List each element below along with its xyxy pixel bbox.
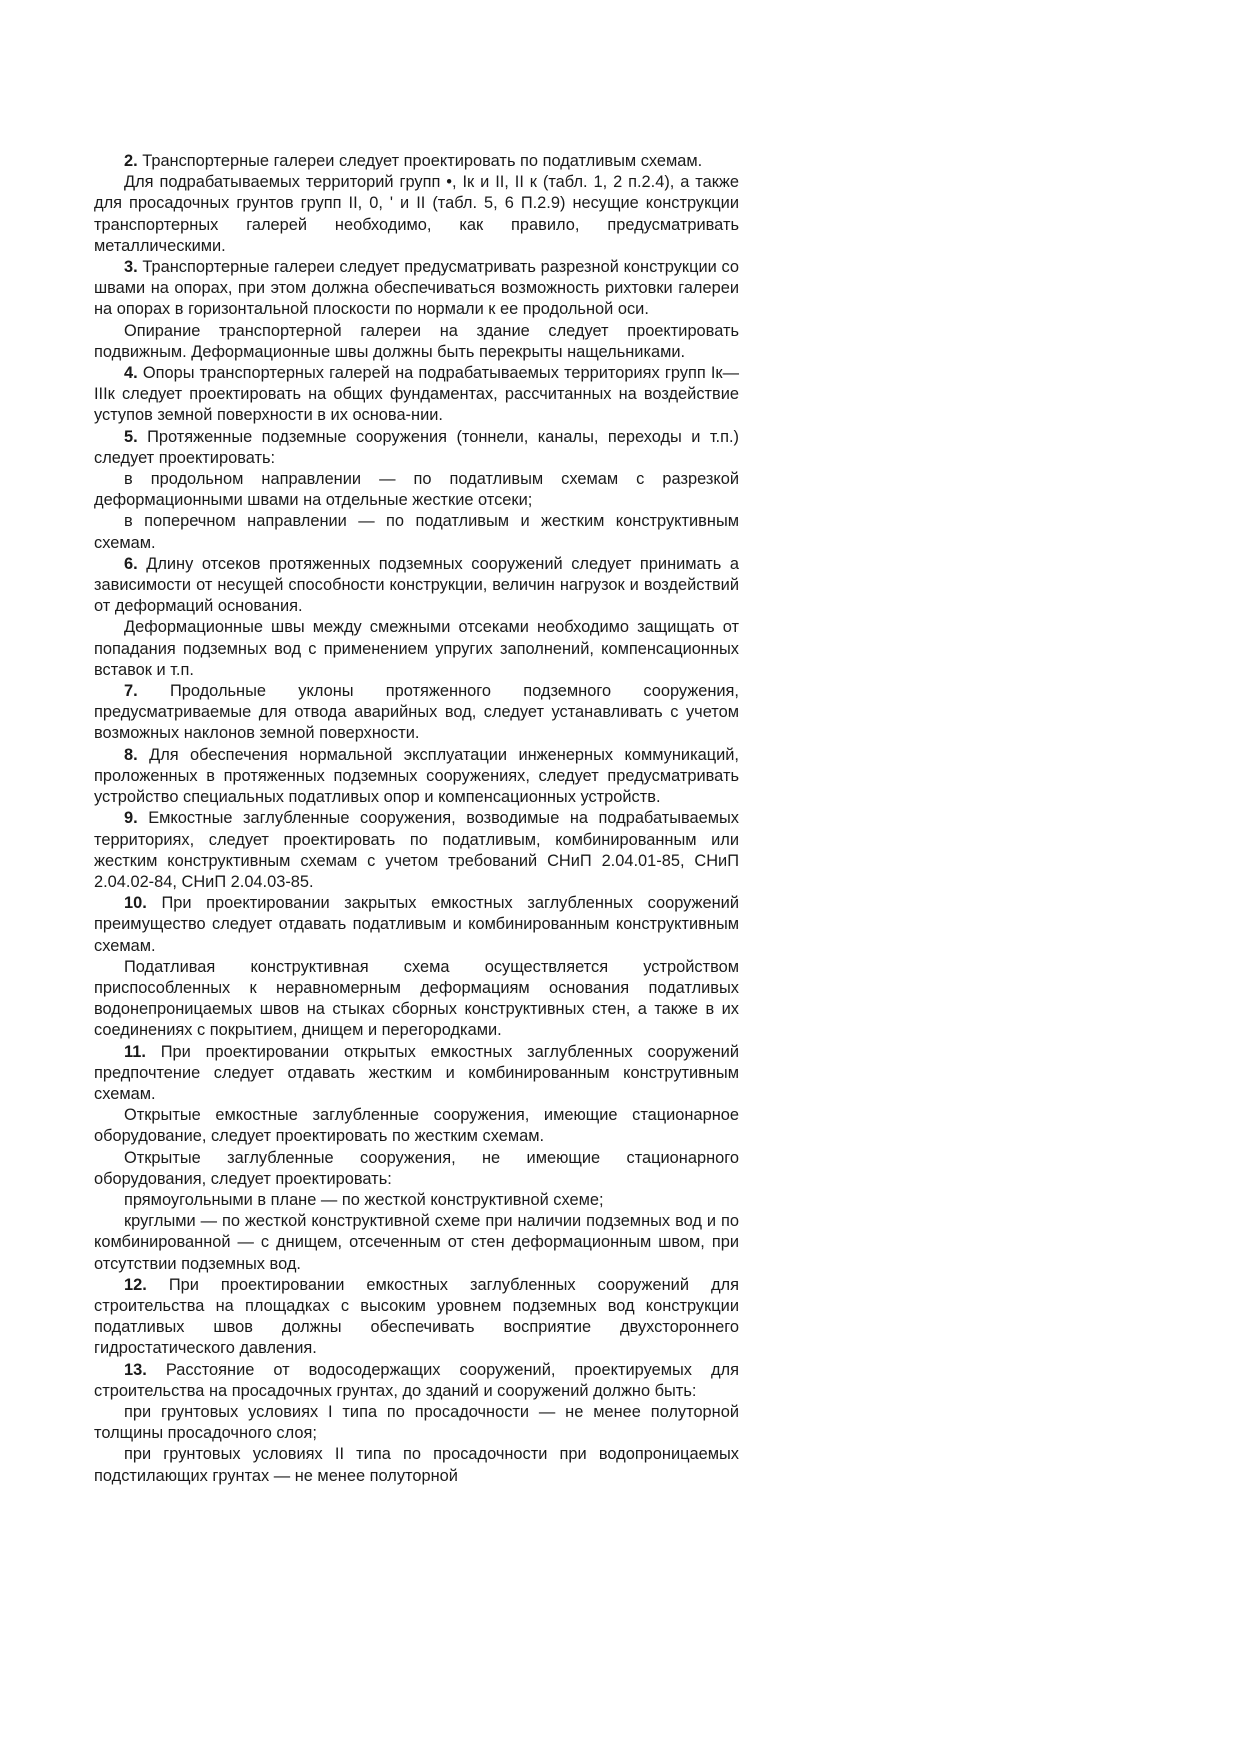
paragraph-text: Емкостные заглубленные сооружения, возводимые на подрабатываемых территориях, следует проектировать по податливым, комбинированным или жестким конструктивным схемам с учетом требований СНиП 2.04.01-85, СНиП 2.04.02-84, СНиП 2.04.03-85. (94, 809, 739, 891)
clause-number: 8. (124, 745, 138, 764)
paragraph-11-nonstationary (94, 1148, 739, 1190)
paragraph-11-round (94, 1211, 739, 1275)
clause-number: 7. (124, 682, 138, 701)
paragraph-text: Для подрабатываемых территорий групп •, Iк и II, II к (табл. 1, 2 п.2.4), а также для просадочных грунтов групп II, 0, ' и II (табл. 5, 6 П.2.9) несущие конструкции транспортерных галерей необходимо, как правило, предусматривать металлическими. (94, 173, 739, 255)
paragraph-text: круглыми — по жесткой конструктивной схеме при наличии подземных вод и по комбинированной — с днищем, отсеченным от стен деформационным швом, при отсутствии подземных вод. (94, 1212, 739, 1273)
paragraph-5-longitudinal (94, 469, 739, 511)
paragraph-10-scheme (94, 957, 739, 1042)
paragraph-text: Транспортерные галереи следует проектировать по податливым схемам. (142, 152, 703, 170)
paragraph-3 (94, 257, 739, 321)
paragraph-7 (94, 681, 739, 745)
paragraph-9 (94, 808, 739, 893)
paragraph-text: Транспортерные галереи следует предусматривать разрезной конструкции со швами на опорах, при этом должна обеспечиваться возможность рихтовки галереи на опорах в горизонтальной плоскости по нормали к ее продольной оси. (94, 258, 739, 319)
clause-number: 6. (124, 554, 138, 573)
paragraph-13 (94, 1360, 739, 1402)
paragraph-12 (94, 1275, 739, 1360)
paragraph-10 (94, 893, 739, 957)
paragraph-text: в поперечном направлении — по податливым и жестким конструктивным схемам. (94, 512, 739, 552)
paragraph-text: прямоугольными в плане — по жесткой конструктивной схеме; (124, 1190, 604, 1209)
paragraph-5 (94, 427, 739, 469)
paragraph-text: при грунтовых условиях II типа по просадочности при водопроницаемых подстилающих грунтах — не менее полуторной (94, 1445, 739, 1485)
paragraph-3-support (94, 321, 739, 363)
paragraph-text: при грунтовых условиях I типа по просадочности — не менее полуторной толщины просадочного слоя; (94, 1402, 739, 1443)
paragraph-11-stationary (94, 1105, 739, 1147)
paragraph-text: Деформационные швы между смежными отсеками необходимо защищать от попадания подземных вод с применением упругих заполнений, компенсационных вставок и т.п. (94, 618, 739, 679)
paragraph-11-rectangular (94, 1190, 739, 1211)
paragraph-text: Длину отсеков протяженных подземных сооружений следует принимать а зависимости от несущей способности конструкции, величин нагрузок и воздействий от деформаций основания. (94, 554, 740, 616)
paragraph-text: При проектировании открытых емкостных заглубленных сооружений предпочтение следует отдавать жестким и комбинированным конструтивным схемам. (94, 1042, 739, 1103)
paragraph-13-type-1 (94, 1402, 739, 1444)
clause-number: 11. (124, 1042, 146, 1061)
paragraph-text: Расстояние от водосодержащих сооружений, проектируемых для строительства на просадочных грунтах, до зданий и сооружений должно быть: (94, 1360, 739, 1400)
paragraph-2-territories (94, 172, 739, 257)
paragraph-text: Протяженные подземные сооружения (тоннели, каналы, переходы и т.п.) следует проектировать: (94, 427, 739, 467)
paragraph-13-type-2 (94, 1444, 739, 1486)
paragraph-text: Открытые емкостные заглубленные сооружения, имеющие стационарное оборудование, следует проектировать по жестким схемам. (94, 1106, 739, 1146)
paragraph-text: Опоры транспортерных галерей на подрабатываемых территориях групп Iк—IIIк следует проектировать на общих фундаментах, рассчитанных на воздействие уступов земной поверхности в их основа-нии. (94, 364, 739, 425)
paragraph-text: При проектировании закрытых емкостных заглубленных сооружений преимущество следует отдавать податливым и комбинированным конструктивным схемам. (94, 894, 739, 955)
paragraph-text: Опирание транспортерной галереи на здание следует проектировать подвижным. Деформационные швы должны быть перекрыты нащельниками. (94, 321, 739, 361)
clause-number: 5. (124, 427, 138, 446)
paragraph-2 (94, 151, 739, 172)
paragraph-6-joints (94, 617, 739, 681)
clause-number: 4. (124, 364, 138, 383)
paragraph-4 (94, 363, 739, 427)
clause-number: 3. (124, 258, 138, 277)
paragraph-11 (94, 1042, 739, 1106)
paragraph-text: Податливая конструктивная схема осуществляется устройством приспособленных к неравномерным деформациям основания податливых водонепроницаемых швов на стыках сборных конструктивных стен, а также в их соединениях с покрытием, днищем и перегородками. (94, 957, 739, 1040)
paragraph-text: Для обеспечения нормальной эксплуатации инженерных коммуникаций, проложенных в протяженных подземных сооружениях, следует предусматривать устройство специальных податливых опор и компенсационных устройств. (94, 745, 739, 807)
paragraph-6 (94, 554, 739, 618)
paragraph-8 (94, 745, 739, 809)
clause-number: 13. (124, 1360, 147, 1379)
paragraph-text: Открытые заглубленные сооружения, не имеющие стационарного оборудования, следует проектировать: (94, 1148, 739, 1188)
clause-number: 2. (124, 152, 138, 170)
document-body (94, 151, 739, 1487)
clause-number: 10. (124, 894, 147, 913)
clause-number: 12. (124, 1275, 147, 1294)
paragraph-text: Продольные уклоны протяженного подземного сооружения, предусматриваемые для отвода аварийных вод, следует устанавливать с учетом возможных наклонов земной поверхности. (94, 682, 739, 743)
paragraph-text: в продольном направлении — по податливым схемам с разрезкой деформационными швами на отдельные жесткие отсеки; (94, 470, 739, 510)
paragraph-text: При проектировании емкостных заглубленных сооружений для строительства на площадках с высоким уровнем подземных вод конструкции податливых швов должны обеспечивать восприятие двухстороннего гидростатического давления. (94, 1275, 739, 1358)
paragraph-5-transverse (94, 511, 739, 553)
clause-number: 9. (124, 809, 138, 828)
